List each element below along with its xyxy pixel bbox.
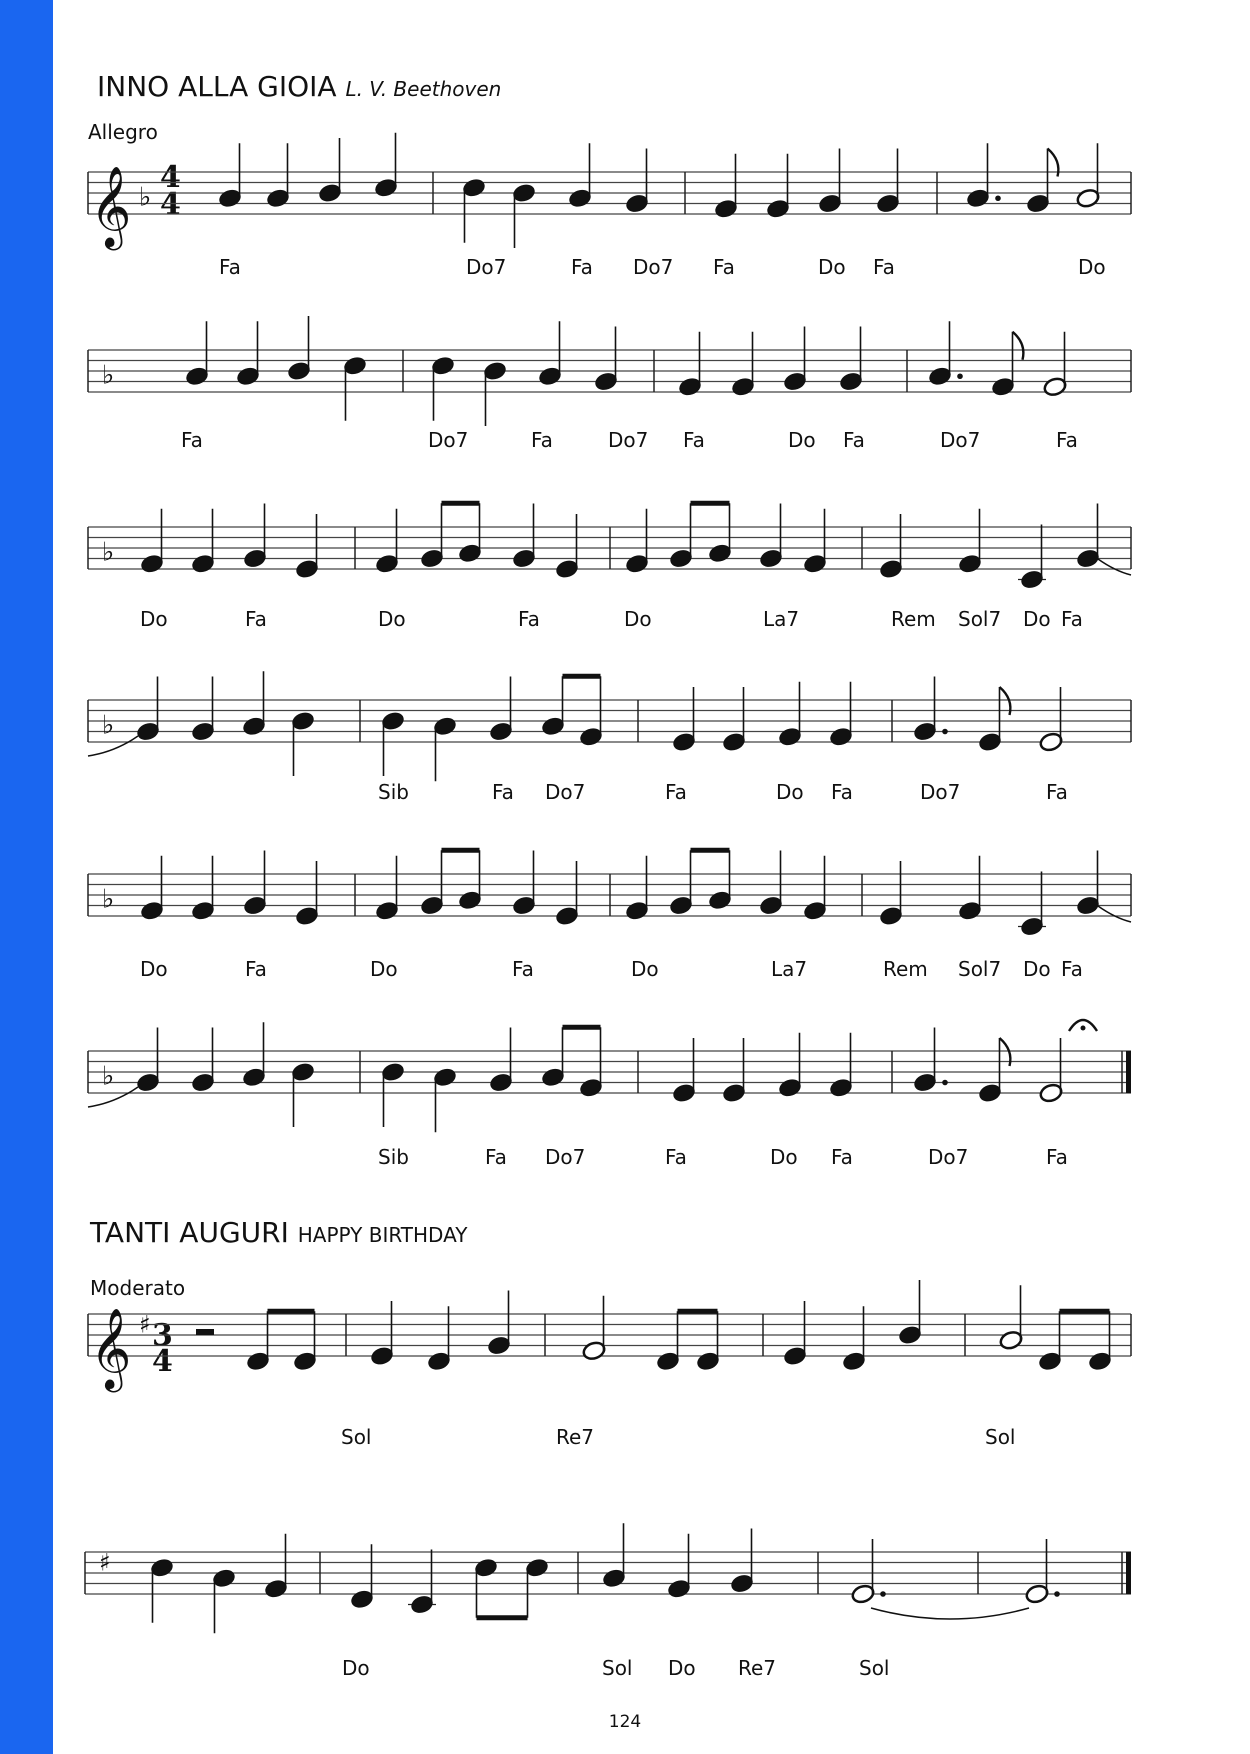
chord-label: Rem xyxy=(883,957,928,981)
time-signature-top: 3 xyxy=(152,1318,173,1353)
dot xyxy=(942,729,948,735)
treble-clef: 𝄞 xyxy=(90,1307,132,1389)
chord-label: Fa xyxy=(219,255,241,279)
fermata-dot xyxy=(1081,1026,1086,1031)
tempo-marking-1: Allegro xyxy=(88,120,158,144)
chord-label: Do xyxy=(1023,607,1051,631)
chord-label: Sol xyxy=(985,1425,1016,1449)
chord-label: Fa xyxy=(843,428,865,452)
flat-sign: ♭ xyxy=(102,537,115,568)
chord-label: Fa xyxy=(518,607,540,631)
half-rest xyxy=(196,1329,214,1335)
chord-label: Do7 xyxy=(633,255,674,279)
chord-label: Fa xyxy=(571,255,593,279)
chord-label: Sol xyxy=(602,1656,633,1680)
chord-label: Do7 xyxy=(466,255,507,279)
chord-label: Fa xyxy=(1056,428,1078,452)
chord-label: Do xyxy=(624,607,652,631)
chord-label: Do7 xyxy=(545,780,586,804)
page-number: 124 xyxy=(608,1712,642,1732)
chord-label: La7 xyxy=(763,607,800,631)
dot xyxy=(880,1591,886,1597)
time-signature-bottom: 4 xyxy=(152,1344,173,1379)
chord-label: Sib xyxy=(378,1145,409,1169)
chord-label: Do7 xyxy=(920,780,961,804)
time-signature-top: 4 xyxy=(160,160,181,195)
chord-label: Do xyxy=(668,1656,696,1680)
chord-label: Fa xyxy=(713,255,735,279)
chord-label: Do xyxy=(140,607,168,631)
chord-label: Do xyxy=(818,255,846,279)
flat-sign: ♭ xyxy=(139,182,152,213)
chord-label: Fa xyxy=(683,428,705,452)
chord-label: Fa xyxy=(831,780,853,804)
chord-label: Do7 xyxy=(428,428,469,452)
sharp-sign: ♯ xyxy=(99,1548,111,1577)
song-title-text: TANTI AUGURI xyxy=(90,1216,289,1249)
chord-label: Fa xyxy=(1061,957,1083,981)
chord-label: Fa xyxy=(873,255,895,279)
dot xyxy=(995,195,1001,201)
flag xyxy=(1013,332,1024,360)
chord-label: Sol7 xyxy=(958,607,1002,631)
chord-label: Do xyxy=(370,957,398,981)
dot xyxy=(942,1080,948,1086)
chord-label: Do xyxy=(776,780,804,804)
tempo-marking-2: Moderato xyxy=(90,1276,186,1300)
chord-label: Fa xyxy=(1046,1145,1068,1169)
tie xyxy=(1098,559,1131,575)
chord-label: Do xyxy=(1078,255,1106,279)
dot xyxy=(957,373,963,379)
chord-label: Fa xyxy=(1061,607,1083,631)
chord-label: Fa xyxy=(492,780,514,804)
chord-label: Do xyxy=(378,607,406,631)
chord-label: Do xyxy=(342,1656,370,1680)
flat-sign: ♭ xyxy=(102,710,115,741)
chord-label: Fa xyxy=(831,1145,853,1169)
chord-label: Rem xyxy=(891,607,936,631)
chord-label: Fa xyxy=(665,1145,687,1169)
flat-sign: ♭ xyxy=(102,884,115,915)
dot xyxy=(1054,1591,1060,1597)
song-title-text: INNO ALLA GIOIA xyxy=(97,70,337,103)
chord-label: Fa xyxy=(665,780,687,804)
chord-label: La7 xyxy=(771,957,808,981)
chord-label: Fa xyxy=(1046,780,1068,804)
chord-label: Sol7 xyxy=(958,957,1002,981)
chord-label: Fa xyxy=(245,957,267,981)
chord-label: Do7 xyxy=(928,1145,969,1169)
chord-label: Fa xyxy=(245,607,267,631)
treble-clef: 𝄞 xyxy=(90,165,132,247)
final-barline xyxy=(1126,1051,1131,1093)
chord-label: Do xyxy=(770,1145,798,1169)
chord-label: Do xyxy=(788,428,816,452)
sharp-sign: ♯ xyxy=(139,1310,151,1339)
final-barline xyxy=(1126,1552,1131,1594)
time-signature-bottom: 4 xyxy=(160,187,181,222)
tie xyxy=(1098,906,1131,922)
tie xyxy=(871,1608,1029,1619)
chord-label: Re7 xyxy=(556,1425,595,1449)
chord-label: Do xyxy=(631,957,659,981)
chord-label: Do7 xyxy=(940,428,981,452)
chord-label: Fa xyxy=(512,957,534,981)
chord-label: Do xyxy=(140,957,168,981)
flat-sign: ♭ xyxy=(102,360,115,391)
chord-label: Do7 xyxy=(545,1145,586,1169)
composer: L. V. Beethoven xyxy=(345,77,502,101)
chord-label: Fa xyxy=(181,428,203,452)
chord-label: Sib xyxy=(378,780,409,804)
chord-label: Sol xyxy=(341,1425,372,1449)
chord-label: Re7 xyxy=(738,1656,777,1680)
chord-label: Fa xyxy=(531,428,553,452)
song-subtitle: HAPPY BIRTHDAY xyxy=(297,1223,468,1247)
chord-label: Fa xyxy=(485,1145,507,1169)
chord-label: Sol xyxy=(859,1656,890,1680)
flat-sign: ♭ xyxy=(102,1061,115,1092)
chord-label: Do xyxy=(1023,957,1051,981)
chord-label: Do7 xyxy=(608,428,649,452)
